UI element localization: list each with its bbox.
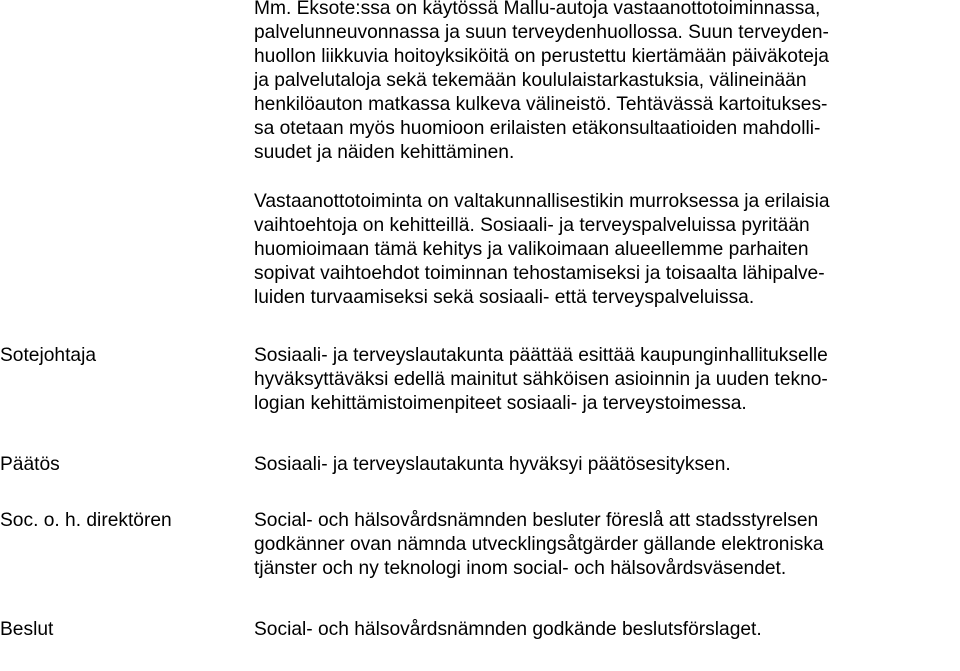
beslut-line-1: Social- och hälsovårdsnämnden godkände beslutsförslaget. xyxy=(254,619,762,640)
sotejohtaja-line-3: logian kehittämistoimenpiteet sosiaali- ja terveystoimessa. xyxy=(254,393,747,414)
section-label-direktoren: Soc. o. h. direktören xyxy=(0,510,172,531)
section-label-beslut: Beslut xyxy=(0,619,54,640)
intro-line-5: henkilöauton matkassa kulkeva välineistö. Tehtävässä kartoitukses- xyxy=(254,94,828,115)
intro-line-1: Mm. Eksote:ssa on käytössä Mallu-autoja vastaanottotoiminnassa, xyxy=(254,0,821,19)
intro-line-3: huollon liikkuvia hoitoyksiköitä on perustettu kiertämään päiväkoteja xyxy=(254,46,829,67)
sotejohtaja-line-1: Sosiaali- ja terveyslautakunta päättää esittää kaupunginhallitukselle xyxy=(254,345,828,366)
intro-line-4: ja palvelutaloja sekä tekemään koululaistarkastuksia, välineinään xyxy=(254,70,807,91)
section-label-paatos: Päätös xyxy=(0,454,60,475)
intro-line-6: sa otetaan myös huomioon erilaisten etäkonsultaatioiden mahdolli- xyxy=(254,118,821,139)
paragraph2-line-1: Vastaanottotoiminta on valtakunnallisestikin murroksessa ja erilaisia xyxy=(254,191,830,212)
intro-line-7: suudet ja näiden kehittäminen. xyxy=(254,142,515,163)
sotejohtaja-line-2: hyväksyttäväksi edellä mainitut sähköisen asioinnin ja uuden tekno- xyxy=(254,369,828,390)
direktoren-line-3: tjänster och ny teknologi inom social- och hälsovårdsväsendet. xyxy=(254,558,787,579)
direktoren-line-1: Social- och hälsovårdsnämnden besluter föreslå att stadsstyrelsen xyxy=(254,510,819,531)
paragraph2-line-4: sopivat vaihtoehdot toiminnan tehostamiseksi ja toisaalta lähipalve- xyxy=(254,263,825,284)
paragraph2-line-5: luiden turvaamiseksi sekä sosiaali- että terveyspalveluissa. xyxy=(254,287,755,308)
intro-line-2: palvelunneuvonnassa ja suun terveydenhuollossa. Suun terveyden- xyxy=(254,22,829,43)
paragraph2-line-2: vaihtoehtoja on kehitteillä. Sosiaali- ja terveyspalveluissa pyritään xyxy=(254,215,810,236)
direktoren-line-2: godkänner ovan nämnda utvecklingsåtgärder gällande elektroniska xyxy=(254,534,824,555)
section-label-sotejohtaja: Sotejohtaja xyxy=(0,345,97,366)
paatos-line-1: Sosiaali- ja terveyslautakunta hyväksyi päätösesityksen. xyxy=(254,454,731,475)
paragraph2-line-3: huomioimaan tämä kehitys ja valikoimaan alueellemme parhaiten xyxy=(254,239,809,260)
